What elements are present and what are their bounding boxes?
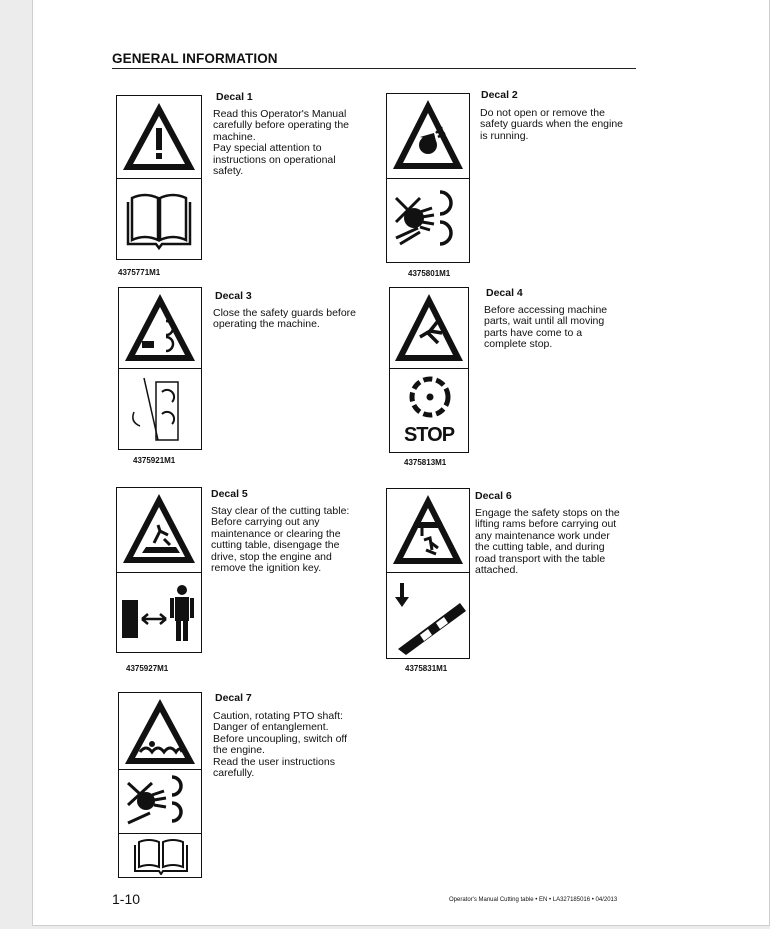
decal-4-text: Before accessing machine parts, wait until all moving parts have come to a complete stop. xyxy=(484,304,608,351)
decal-4-image xyxy=(389,287,469,453)
decal-6-title: Decal 6 xyxy=(475,490,512,502)
decal-5-code: 4375927M1 xyxy=(126,664,169,673)
decal-3-title: Decal 3 xyxy=(215,290,252,302)
heading-rule xyxy=(112,68,636,69)
manual-book-icon xyxy=(131,837,191,875)
rotating-blade-icon xyxy=(398,372,462,422)
decal-2-text: Do not open or remove the safety guards when the engine is running. xyxy=(480,107,624,142)
warning-triangle-icon xyxy=(120,491,198,567)
warning-triangle-icon xyxy=(392,291,466,365)
decal-5-image xyxy=(116,487,202,653)
keep-distance-icon xyxy=(120,578,198,648)
stop-label: STOP xyxy=(403,424,455,446)
decal-6-text: Engage the safety stops on the lifting rams before carrying out any maintenance work under the cutting table, and during road transport with the table attached. xyxy=(475,507,620,577)
decal-5-text: Stay clear of the cutting table: Before carrying out any maintenance or clearing the cutting table, disengage the drive, stop the engine and remove the ignition key. xyxy=(211,505,350,575)
decal-1-image xyxy=(116,95,202,260)
guard-closed-icon xyxy=(122,374,198,446)
decal-5-title: Decal 5 xyxy=(211,488,248,500)
rotating-parts-hand-icon xyxy=(122,773,198,833)
warning-triangle-icon xyxy=(122,291,198,365)
decal-3-code: 4375921M1 xyxy=(133,456,176,465)
warning-triangle-icon xyxy=(390,492,466,568)
decal-4-title: Decal 4 xyxy=(486,287,523,299)
warning-triangle-icon xyxy=(122,696,198,768)
safety-stop-ram-icon xyxy=(390,577,466,655)
decal-2-image xyxy=(386,93,470,263)
page-number: 1-10 xyxy=(112,891,141,907)
decal-2-code: 4375801M1 xyxy=(408,269,451,278)
document-info: Operator's Manual Cutting table • EN • LA327185016 • 04/2013 xyxy=(449,897,618,903)
decal-6-image xyxy=(386,488,470,659)
manual-book-icon xyxy=(120,186,198,254)
decal-4-code: 4375813M1 xyxy=(404,458,447,467)
decal-7-text: Caution, rotating PTO shaft: Danger of entanglement. Before uncoupling, switch off the engine. Read the user instructions carefully. xyxy=(213,710,348,780)
decal-1-text: Read this Operator's Manual carefully before operating the machine. Pay special attention to instructions on operational safety. xyxy=(213,108,350,178)
decal-1-code: 4375771M1 xyxy=(118,268,161,277)
decal-1-title: Decal 1 xyxy=(216,91,253,103)
decal-3-image xyxy=(118,287,202,450)
decal-7-image xyxy=(118,692,202,878)
warning-triangle-icon xyxy=(390,97,466,173)
decal-3-text: Close the safety guards before operating the machine. xyxy=(213,307,357,331)
warning-triangle-icon xyxy=(120,100,198,174)
rotating-parts-hand-icon xyxy=(390,184,466,258)
decal-7-title: Decal 7 xyxy=(215,692,252,704)
section-heading: GENERAL INFORMATION xyxy=(112,51,278,66)
decal-6-code: 4375831M1 xyxy=(405,664,448,673)
decal-2-title: Decal 2 xyxy=(481,89,518,101)
